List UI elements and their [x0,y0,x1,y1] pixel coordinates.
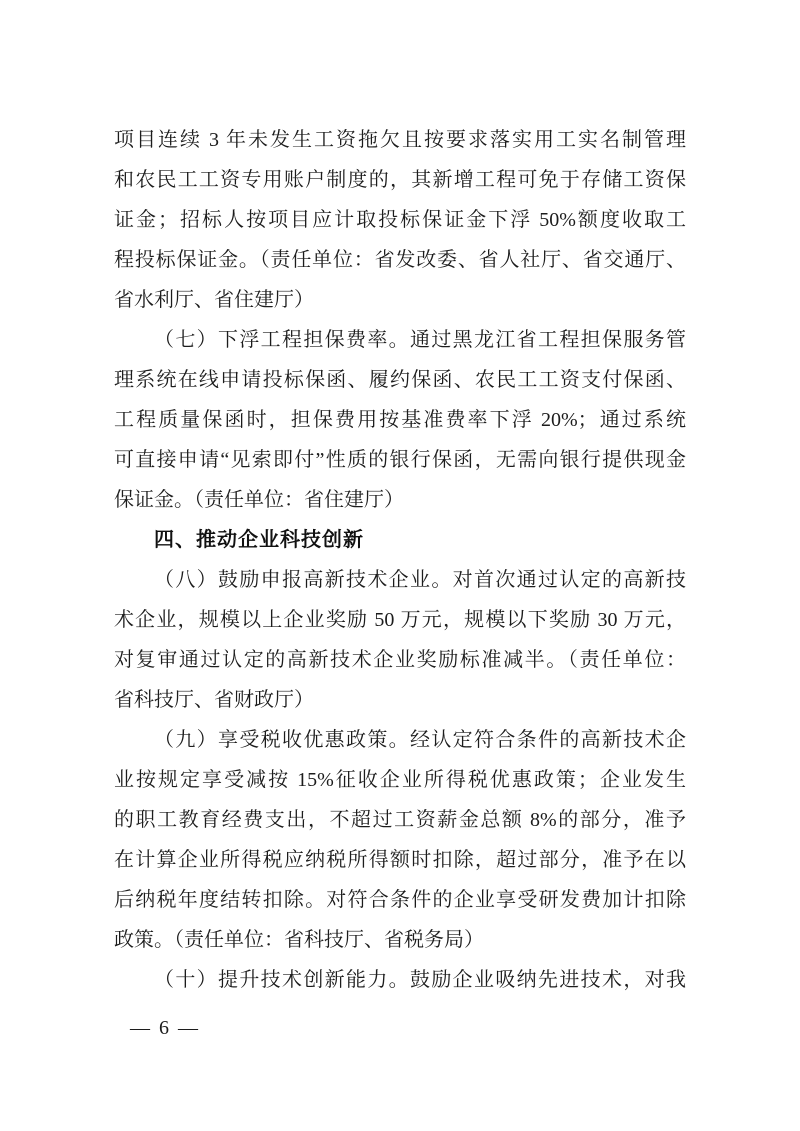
text-line: 业按规定享受减按 15%征收企业所得税优惠政策；企业发生 [114,769,686,791]
text-line: 项目连续 3 年未发生工资拖欠且按要求落实用工实名制管理 [114,129,686,151]
document-body [114,120,686,1000]
text-line: （十）提升技术创新能力。鼓励企业吸纳先进技术，对我 [154,969,686,991]
text-line: 理系统在线申请投标保函、履约保函、农民工工资支付保函、 [114,369,686,391]
text-line: （九）享受税收优惠政策。经认定符合条件的高新技术企 [154,729,686,751]
paragraph-item-10 [114,960,686,1000]
section-heading: 四、推动企业科技创新 [154,529,364,551]
paragraph-item-8 [114,560,686,720]
text-line: 在计算企业所得税应纳税所得额时扣除，超过部分，准予在以 [114,849,686,871]
text-line: 后纳税年度结转扣除。对符合条件的企业享受研发费加计扣除 [114,889,686,911]
text-line: （八）鼓励申报高新技术企业。对首次通过认定的高新技 [154,569,686,591]
text-line: 政策。（责任单位：省科技厅、省税务局） [114,929,484,951]
text-line: 证金；招标人按项目应计取投标保证金下浮 50%额度收取工 [114,209,686,231]
text-line: 可直接申请“见索即付”性质的银行保函，无需向银行提供现金 [114,449,686,471]
text-line: 工程质量保函时，担保费用按基准费率下浮 20%；通过系统 [114,409,686,431]
paragraph-item-7 [114,320,686,520]
paragraph-item-9 [114,720,686,960]
text-line: （七）下浮工程担保费率。通过黑龙江省工程担保服务管 [154,329,686,351]
text-line: 程投标保证金。（责任单位：省发改委、省人社厅、省交通厅、 [114,249,686,271]
text-line: 术企业，规模以上企业奖励 50 万元，规模以下奖励 30 万元， [114,609,686,631]
text-line: 省科技厅、省财政厅） [114,689,314,711]
paragraph-continuation [114,120,686,320]
text-line: 对复审通过认定的高新技术企业奖励标准减半。（责任单位： [114,649,686,671]
text-line: 和农民工工资专用账户制度的，其新增工程可免于存储工资保 [114,169,686,191]
text-line: 的职工教育经费支出，不超过工资薪金总额 8%的部分，准予 [114,809,686,831]
page-number: — 6 — [130,1017,200,1039]
text-line: 保证金。（责任单位：省住建厅） [114,489,404,511]
text-line: 省水利厅、省住建厅） [114,289,314,311]
